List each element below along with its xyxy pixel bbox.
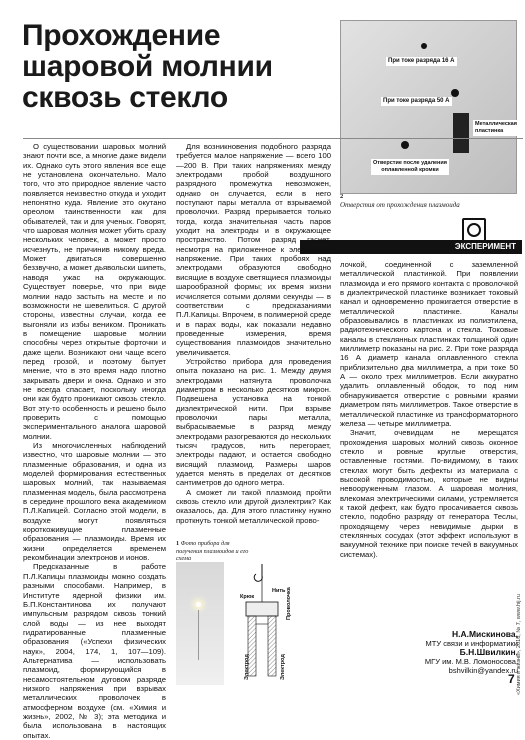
title-line: сквозь стекло [22,81,228,114]
article-title [22,20,322,113]
title-divider [23,138,523,139]
paragraph: О существовании шаровых молний знают почти все, а многие даже видели их. Однако суть этого явления все еще не установлена окончательно. Мало того, что это природное явление часто появляется неизвестно откуда и уходит непонятно куда. Явление это окутано ореолом таинственности как для обывателей, так и для ученых. Говорят, что шаровая молния может убить сразу нескольких человек, а может просто исчезнуть, не причинив никому вреда. Может двигаться совершенно беззвучно, а может дьявольски шипеть, наводя ужас на окружающих. Существует поверье, что при виде молнии надо застыть на месте и по возможности не шевелиться. С другой стороны, известны случаи, когда ее выгоняли из избы веником. Проникать в помещение шаровые молнии способны через открытые форточки и даже щели. Возникают они чаще всего перед грозой, и поэтому бытует мнение, что в это время надо плотно закрывать двери и окна. Однако и это не всегда спасает, поскольку иногда они как будто проникают сквозь стекло. Вот эту-то особенность и решено было проверить с помощью экспериментального аналога шаровой молнии. [23,142,166,441]
figure-caption-number: 1 [176,540,180,547]
author-email: bshvilkin@yandex.ru [448,666,518,675]
author-name: Б.Н.Швилкин, [459,647,518,657]
schematic-label-electrode-left: Электрод [244,654,250,680]
hole-label-line: Отверстие после удаления [373,160,447,166]
paragraph: Из многочисленных наблюдений известно, что шаровые молнии — это плазменные образования, и одна из моделей формирования естественных шаровых молний, так называемая плазменная модель, была рассмотрена в середине прошлого века академиком П.Л.Капицей. Согласно этой модели, в воздухе могут появляться короткоживущие плазменные образования — плазмоиды. Время их жизни определяется временем рекомбинации электронов и ионов. [23,441,166,563]
hole-50a [451,89,459,97]
title-line: Прохождение [22,19,221,52]
schematic-label-thread: Нить [272,588,286,594]
paragraph: Для возникновения подобного разряда требуется малое напряжение — всего 100—200 В. При таких напряжениях между электродами пробой воздушного разрядного промежутка невозможен, однако он случается, если в него поступают пары металла от взрываемой проволочки. Разряд прерывается только тогда, когда значительная часть паров уходит на электроды и в окружающее пространство. Потом разряд гаснет, несмотря на приложенное к электродам напряжение. При таких пробоях над электродами образуются свободно висящие в воздухе светящиеся плазмоиды шарообразной формы; их время жизни исчисляется сотыми долями секунды — в соответствии с предсказаниями П.Л.Капицы. Впрочем, в полимерной среде и в парах воды, как показали недавно проведенные измерения, время существования плазмоидов значительно увеличивается. [176,142,331,357]
paragraph: Значит, очевидцам не мерещатся прохождения шаровых молний сквозь оконное стекло и ровные круглые отверстия, оставленные гостями. По-видимому, в таких стеклах могут быть дефекты из материала с высокой проводимостью, которые не видны невооруженным глазом. А шаровая молния, влекомая электрическими силами, устремляется к такой дефект, как будто просачивается сквозь стекло, подобно разряду от генератора Теслы, проходящему через невидимые дырки в стеклянных сосудах (этот эффект используют в вакуумной технике при поиске течей в вакуумных системах). [340,428,518,559]
plate-label-line: Металлическая [475,121,517,127]
author-affiliation: МТУ связи и информатики [425,639,518,648]
page-number: 7 [508,672,515,686]
photo-label-plate [473,120,519,136]
figure-caption [176,540,256,563]
schematic-label-electrode-right: Электрод [280,654,286,680]
device-photo [176,562,224,685]
plate-label-line: пластинка [475,128,504,134]
running-footer [516,555,524,695]
logo-ring [467,223,481,237]
hole-16a [421,43,427,49]
device-figure [176,540,296,685]
schematic-label-hook: Крюк [240,594,255,600]
device-wire [198,610,199,660]
figure-caption-text: Фото прибора для получения плазмоидов и его схема [176,540,249,562]
author-affiliation: МГУ им. М.В. Ломоносова, [424,657,518,666]
plasmoid-glow [196,602,201,607]
paragraph: Предсказанные в работе П.Л.Капицы плазмоиды можно создать разными способами. Например, в Институте ядерной физики им. Б.П.Константинова их получают импульсным разрядом сквозь тонкий слой воды — из нее выходят гидратированные плазменные образования («Успехи физических наук», 2004, 174, 1, 107—109). Альтернатива — использовать плазмоид, формирующийся в несамостоятельном дуговом разряде низкого напряжения при взрывах металлических проволочек в атмосферном воздухе (см. «Химия и жизнь», 2002, № 3); эта методика и была использована в настоящих опытах. [23,562,166,740]
column-3 [340,260,518,559]
section-label: ЭКСПЕРИМЕНТ [300,240,522,254]
photo-label-hole [371,159,449,175]
title-line: шаровой молнии [22,50,273,83]
running-footer-text: «Химия и жизнь», 2016, № 7, www.hij.ru [516,594,522,695]
photo-label-16a: При токе разряда 16 А [388,58,455,64]
column-1 [23,142,166,740]
paragraph: А сможет ли такой плазмоид пройти сквозь стекло или другой диэлектрик? Как оказалось, да. Для этого пластинку нужно проткнуть тонкой металлической прово- [176,487,331,525]
metal-plate [453,113,469,153]
author-name: Н.А.Мискинова, [451,629,518,639]
hole-label-line: оплавленной кромки [381,167,439,173]
photo-caption: Отверстия от прохождения плазмоида [340,201,460,209]
photo-caption-number: 2 [340,193,344,200]
magazine-logo-icon [462,218,486,242]
photo-label-50a: При токе разряда 50 А [383,98,450,104]
paragraph: лочкой, соединенной с заземленной металлической пластинкой. При появлении плазмоида и его прямого контакта с проволочкой в диэлектрической пластинке возникает токовый канал и одновременно прожигается отверстие в металлической пластинке. Каналы образовывались в пластинках из полиэтилена, радиотехнического картона и стекла. Токовые каналы в стеклянных пластинках толщиной один миллиметр показаны на рис. 2. При токе разряда 16 А диаметр канала оплавленного стекла приблизительно два миллиметра, а при токе 50 А — около трех миллиметров. Если аккуратно удалить оплавленный ободок, то под ним обнаруживается отверстие с ровными краями диаметром пять миллиметров. Такое отверстие в металлической пластинке из трансформаторного железа — четыре миллиметра. [340,260,518,428]
column-2 [176,142,331,525]
glass-holes-photo [340,20,517,194]
hole-cleaned [401,141,409,149]
schematic-label-wire: Проволочка [286,587,292,620]
paragraph: Устройство прибора для проведения опыта показано на рис. 1. Между двумя электродами натянута проволочка диаметром в несколько десятков микрон. Подвешена установка на тонкой диэлектрической нити. При взрыве проволочки пары металла, выбрасываемые в разряд между электродами разогреваются до нескольких тысяч градусов, нить перегорает, электроды падают, и остается свободно висящий плазмоид. Размеры шаров удается менять в пределах от десятков сантиметров до одного метра. [176,356,331,488]
author-block [340,630,518,675]
